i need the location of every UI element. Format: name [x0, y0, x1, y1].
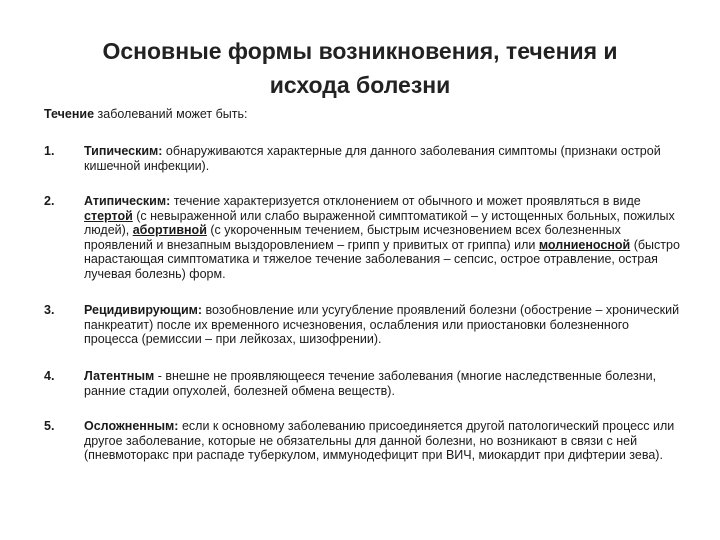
item-body: [84, 303, 684, 347]
item-term: Типическим:: [84, 144, 163, 158]
item-number: 1.: [44, 144, 55, 158]
item-number: 4.: [44, 369, 55, 383]
item-number: 3.: [44, 303, 55, 317]
slide-title: [60, 34, 660, 102]
item-body: [84, 369, 684, 398]
item-number: 2.: [44, 194, 55, 208]
form-fulminant: молниеносной: [538, 237, 631, 252]
item-text: (быстро нарастающая симптоматика и тяжелое течение заболевания – сепсис, острое отравление, острая лучевая болезнь) форм.: [84, 237, 680, 281]
item-body: [84, 144, 684, 173]
item-number: 5.: [44, 419, 55, 433]
item-text: течение характеризуется отклонением от обычного и может проявляться в виде: [170, 194, 641, 208]
item-text: возобновление или усугубление проявлений болезни (обострение – хронический панкреатит) после их временного исчезновения, ослабления или приостановки болезненного процесса (ремиссии – при лейкозах, шизофрении).: [84, 303, 680, 346]
item-term: Латентным: [84, 369, 155, 383]
item-text: обнаруживаются характерные для данного заболевания симптомы (признаки острой кишечной инфекции).: [84, 144, 661, 173]
title-line-2: исхода болезни: [269, 72, 451, 98]
item-text: (с укороченным течением, быстрым исчезновением всех болезненных проявлений и внезапным выздоровлением – грипп у привитых от гриппа) или: [84, 223, 621, 252]
form-abortive: абортивной: [132, 223, 207, 237]
intro-rest: заболеваний может быть:: [94, 107, 248, 121]
form-erased: стертой: [84, 208, 133, 223]
intro-bold: Течение: [44, 107, 95, 121]
item-text: если к основному заболеванию присоединяется другой патологический процесс или другое заболевание, которые не обязательны для данной болезни, но возникают в связи с ней (пневмоторакс при распаде туберкулом, иммунодефицит при ВИЧ, миокардит при дифтерии зева).: [84, 419, 675, 462]
item-term: Осложненным:: [84, 419, 179, 433]
intro-text: [44, 106, 247, 122]
item-text: (с невыраженной или слабо выраженной симптоматикой – у истощенных больных, пожилых людей),: [84, 208, 675, 237]
item-text: - внешне не проявляющееся течение заболевания (многие наследственные болезни, ранние стадии опухолей, болезней обмена веществ).: [84, 369, 657, 398]
item-term: Рецидивирующим:: [84, 303, 203, 317]
item-body: [84, 419, 684, 463]
item-body: [84, 194, 684, 281]
title-line-1: Основные формы возникновения, течения и: [102, 38, 618, 64]
item-term: Атипическим:: [84, 194, 171, 208]
